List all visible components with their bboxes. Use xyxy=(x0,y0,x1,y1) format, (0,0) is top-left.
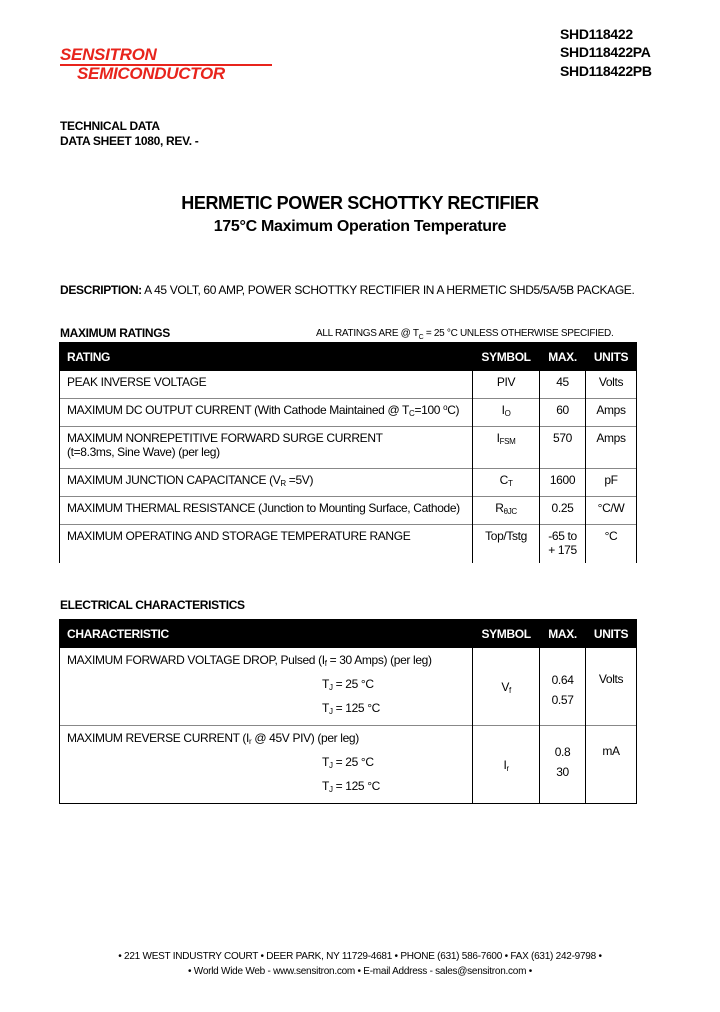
max-cell: 1600 xyxy=(540,469,586,497)
units-cell: °C xyxy=(586,525,637,563)
table-row xyxy=(60,469,637,497)
max-cell: 570 xyxy=(540,427,586,469)
rating-text: MAXIMUM NONREPETITIVE FORWARD SURGE CURRENT xyxy=(67,431,383,445)
rating-text: MAXIMUM DC OUTPUT CURRENT (With Cathode Maintained @ T xyxy=(67,403,410,417)
symbol-cell xyxy=(473,469,540,497)
rating-cell: MAXIMUM OPERATING AND STORAGE TEMPERATURE RANGE xyxy=(60,525,473,563)
symbol-cell xyxy=(473,427,540,469)
rating-text-mid: =100 xyxy=(414,403,444,417)
technical-data-label: TECHNICAL DATA xyxy=(60,119,160,133)
units-cell: Volts xyxy=(586,648,637,726)
part-number-1: SHD118422 xyxy=(560,26,633,42)
units-cell: Volts xyxy=(586,371,637,399)
col-header-rating: RATING xyxy=(60,343,473,371)
units-cell: °C/W xyxy=(586,497,637,525)
units-cell: Amps xyxy=(586,399,637,427)
condition-25c: $T_J = 25$ °C xyxy=(322,677,374,692)
symbol-text: V xyxy=(501,679,510,694)
electrical-heading: ELECTRICAL CHARACTERISTICS xyxy=(60,598,245,612)
char-text-post: @ 45V PIV) (per leg) xyxy=(251,731,359,745)
part-number-3: SHD118422PB xyxy=(560,63,652,79)
table-row xyxy=(60,648,637,726)
rating-text: MAXIMUM JUNCTION CAPACITANCE (V xyxy=(67,473,281,487)
col-header-symbol: SYMBOL xyxy=(473,343,540,371)
char-text: MAXIMUM REVERSE CURRENT (I xyxy=(67,731,250,745)
characteristic-cell xyxy=(60,726,473,804)
symbol-cell xyxy=(473,399,540,427)
max-cell xyxy=(540,525,586,563)
document-title: HERMETIC POWER SCHOTTKY RECTIFIER xyxy=(181,193,539,213)
col-header-characteristic: CHARACTERISTIC xyxy=(60,620,473,648)
rating-cell: MAXIMUM THERMAL RESISTANCE (Junction to Mounting Surface, Cathode) xyxy=(60,497,473,525)
rating-cell: PEAK INVERSE VOLTAGE xyxy=(60,371,473,399)
char-sub: f xyxy=(324,659,327,668)
characteristic-cell xyxy=(60,648,473,726)
col-header-max: MAX. xyxy=(540,343,586,371)
max-cell: 60 xyxy=(540,399,586,427)
max-text: -65 to xyxy=(548,529,577,543)
condition-125c: $T_J = 125$ °C xyxy=(322,701,380,716)
rating-cell xyxy=(60,399,473,427)
rating-text-line2: (t=8.3ms, Sine Wave) (per leg) xyxy=(67,445,220,459)
condition-125c: $T_J = 125$ °C xyxy=(322,779,380,794)
max-value-1: 0.64 xyxy=(551,673,574,687)
symbol-sub: θJC xyxy=(503,507,517,516)
char-text: MAXIMUM FORWARD VOLTAGE DROP, Pulsed (I xyxy=(67,653,325,667)
symbol-cell xyxy=(473,497,540,525)
max-cell: 0.25 xyxy=(540,497,586,525)
max-cell: 45 xyxy=(540,371,586,399)
units-cell: mA xyxy=(586,726,637,804)
rating-sup: o xyxy=(443,403,448,412)
technical-data-block xyxy=(60,119,198,149)
col-header-max: MAX. xyxy=(540,620,586,648)
symbol-sub: r xyxy=(506,763,509,773)
table-row xyxy=(60,371,637,399)
note-post: = 25 °C UNLESS OTHERWISE SPECIFIED. xyxy=(423,328,614,339)
rating-text-post: C) xyxy=(447,403,460,417)
note-sub: C xyxy=(418,334,424,341)
table-row xyxy=(60,726,637,804)
table-header-row xyxy=(60,620,637,648)
units-cell: pF xyxy=(586,469,637,497)
col-header-units: UNITS xyxy=(586,343,637,371)
max-value-1: 0.8 xyxy=(554,745,571,759)
symbol-text: I xyxy=(503,757,507,772)
table-row xyxy=(60,525,637,563)
company-logo-line2: SEMICONDUCTOR xyxy=(77,64,225,83)
rating-sub: C xyxy=(409,409,415,418)
max-text-line2: + 175 xyxy=(548,543,577,557)
footer-address: • 221 WEST INDUSTRY COURT • DEER PARK, NY 11729-4681 • PHONE (631) 586-7600 • FAX (631) 242-9798 • xyxy=(118,951,602,962)
max-cell xyxy=(540,648,586,726)
symbol-cell: Top/Tstg xyxy=(473,525,540,563)
symbol-cell xyxy=(473,648,540,726)
document-subtitle: 175°C Maximum Operation Temperature xyxy=(213,218,507,235)
description xyxy=(60,283,634,297)
max-cell xyxy=(540,726,586,804)
part-number-2: SHD118422PA xyxy=(560,44,651,60)
symbol-text: I xyxy=(496,431,500,445)
table-row xyxy=(60,427,637,469)
footer-contact: • World Wide Web - www.sensitron.com • E-mail Address - sales@sensitron.com • xyxy=(188,966,532,977)
max-value-2: 30 xyxy=(556,765,569,779)
rating-text-post: =5V) xyxy=(285,473,314,487)
ratings-note xyxy=(316,328,613,341)
description-text: A 45 VOLT, 60 AMP, POWER SCHOTTKY RECTIFIER IN A HERMETIC SHD5/5A/5B PACKAGE. xyxy=(141,283,635,297)
footer xyxy=(0,949,720,979)
rating-sub: R xyxy=(280,479,286,488)
max-ratings-table xyxy=(59,342,637,563)
symbol-sub: T xyxy=(507,479,513,488)
symbol-text: R xyxy=(495,501,504,515)
electrical-table xyxy=(59,619,637,804)
symbol-text: C xyxy=(499,473,508,487)
table-header-row xyxy=(60,343,637,371)
description-label: DESCRIPTION: xyxy=(60,283,142,297)
rating-cell xyxy=(60,427,473,469)
data-sheet-number: DATA SHEET 1080, REV. - xyxy=(60,134,199,148)
company-logo-line1: SENSITRON xyxy=(60,45,157,64)
units-cell: Amps xyxy=(586,427,637,469)
symbol-sub: f xyxy=(509,685,511,695)
char-text-post: = 30 Amps) (per leg) xyxy=(326,653,432,667)
table-row xyxy=(60,497,637,525)
char-sub: r xyxy=(249,737,252,746)
symbol-text: I xyxy=(501,403,505,417)
col-header-symbol: SYMBOL xyxy=(473,620,540,648)
symbol-sub: FSM xyxy=(499,437,516,446)
table-row xyxy=(60,399,637,427)
max-ratings-heading: MAXIMUM RATINGS xyxy=(60,326,170,340)
symbol-cell: PIV xyxy=(473,371,540,399)
rating-cell xyxy=(60,469,473,497)
col-header-units: UNITS xyxy=(586,620,637,648)
max-value-2: 0.57 xyxy=(551,693,574,707)
symbol-sub: O xyxy=(504,409,511,418)
symbol-cell xyxy=(473,726,540,804)
note-pre: ALL RATINGS ARE @ T xyxy=(316,328,419,339)
condition-25c: $T_J = 25$ °C xyxy=(322,755,374,770)
